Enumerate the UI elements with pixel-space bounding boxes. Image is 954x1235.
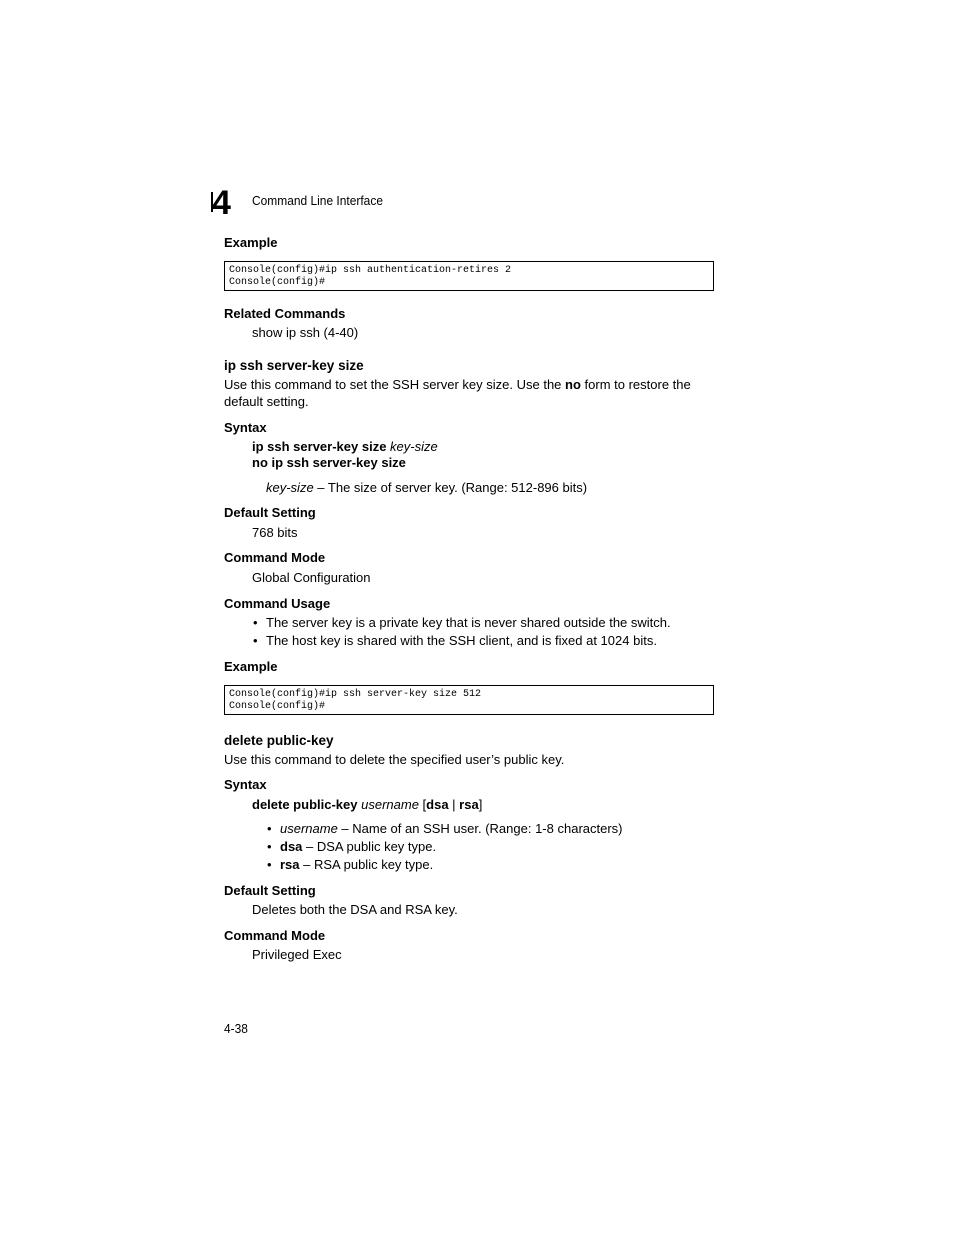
desc-bold: no [565,377,581,392]
syntax-command: delete public-key [252,797,358,812]
bullet-icon: • [267,857,272,872]
param-item [280,821,623,836]
bullet-icon: • [253,633,258,648]
chapter-number: 4 [212,184,230,222]
param-name: key-size [266,480,314,495]
syntax-argument: key-size [390,439,438,454]
command-title-server-key: ip ssh server-key size [224,358,364,373]
desc-text: form to restore the [580,377,691,392]
param-item [280,839,436,854]
command-mode-text: Privileged Exec [252,947,342,962]
usage-item: The host key is shared with the SSH client, and is fixed at 1024 bits. [266,633,657,648]
bullet-icon: • [253,615,258,630]
syntax-bracket: ] [478,797,483,812]
command-description-line2: default setting. [224,394,309,409]
command-title-delete-public-key: delete public-key [224,733,334,748]
param-desc: – The size of server key. (Range: 512-896 bits) [313,480,588,495]
param-key-size [266,480,587,495]
syntax-option: rsa [459,797,479,812]
code-line: Console(config)#ip ssh server-key size 512 [229,689,482,700]
param-desc: – RSA public key type. [299,857,434,872]
default-setting-heading: Default Setting [224,883,316,898]
param-desc: – DSA public key type. [302,839,437,854]
syntax-option: dsa [426,797,449,812]
bullet-icon: • [267,821,272,836]
default-setting-text: Deletes both the DSA and RSA key. [252,902,458,917]
param-name: username [280,821,338,836]
param-item [280,857,433,872]
syntax-line [252,797,482,812]
example-heading: Example [224,235,278,250]
param-desc: – Name of an SSH user. (Range: 1-8 characters) [337,821,623,836]
related-commands-heading: Related Commands [224,306,346,321]
code-line: Console(config)#ip ssh authentication-retires 2 [229,265,512,276]
code-line: Console(config)# [229,701,326,712]
example-heading: Example [224,659,278,674]
related-commands-text: show ip ssh (4-40) [252,325,359,340]
syntax-heading: Syntax [224,777,267,792]
syntax-no-form: no ip ssh server-key size [252,455,406,470]
syntax-command: ip ssh server-key size [252,439,387,454]
syntax-separator: | [448,797,460,812]
syntax-line [252,439,438,454]
desc-text: Use this command to set the SSH server key size. Use the [224,377,566,392]
code-example-1 [224,261,714,291]
page-number: 4-38 [224,1021,248,1036]
bullet-icon: • [267,839,272,854]
default-setting-text: 768 bits [252,525,298,540]
code-example-2 [224,685,714,715]
syntax-heading: Syntax [224,420,267,435]
command-description: Use this command to delete the specified user’s public key. [224,752,565,767]
syntax-argument: username [361,797,419,812]
usage-item: The server key is a private key that is never shared outside the switch. [266,615,671,630]
param-name: dsa [280,839,303,854]
syntax-bracket: [ [418,797,427,812]
command-mode-heading: Command Mode [224,928,326,943]
command-usage-heading: Command Usage [224,596,331,611]
param-name: rsa [280,857,300,872]
command-mode-heading: Command Mode [224,550,326,565]
default-setting-heading: Default Setting [224,505,316,520]
command-description [224,377,724,392]
chapter-title: Command Line Interface [252,193,383,208]
code-line: Console(config)# [229,277,326,288]
command-mode-text: Global Configuration [252,570,371,585]
